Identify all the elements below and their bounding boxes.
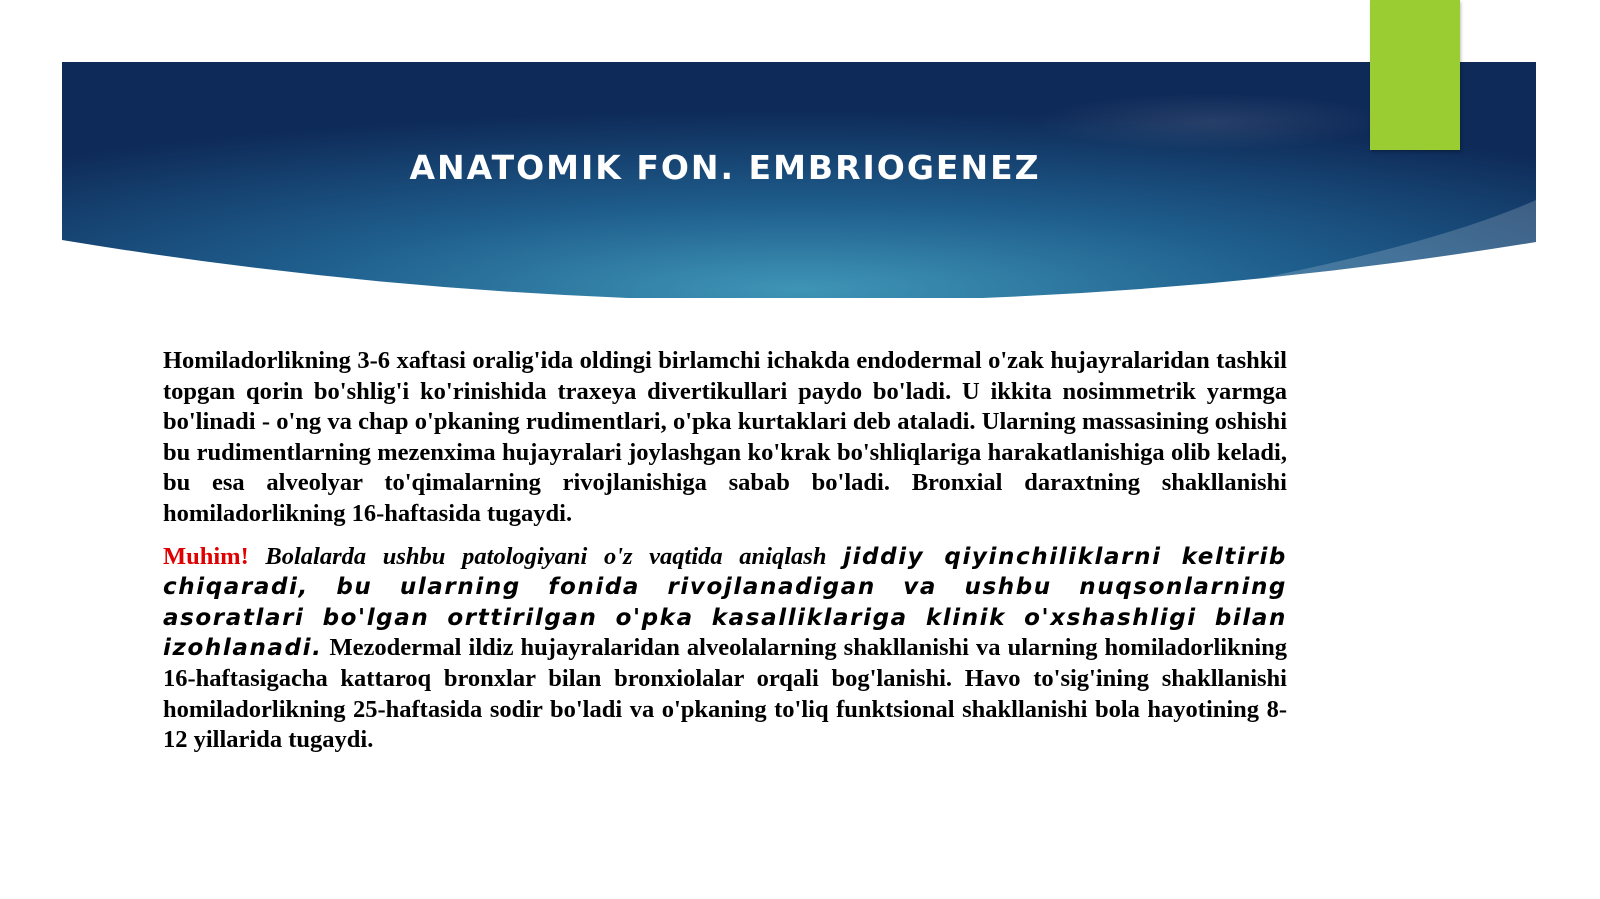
paragraph-important xyxy=(163,542,1287,756)
accent-tab xyxy=(1370,0,1460,150)
slide-body xyxy=(163,346,1287,768)
slide-title: ANATOMIK FON. EMBRIOGENEZ xyxy=(409,148,1041,187)
italic-lead-text: Bolalarda ushbu patologiyani o'z vaqtida aniqlash xyxy=(265,542,827,570)
paragraph-embryogenesis: Homiladorlikning 3-6 xaftasi oralig'ida oldingi birlamchi ichakda endodermal o'zak hujayralaridan tashkil topgan qorin bo'shlig'i ko'rinishida traxeya divertikullari paydo bo'ladi. U ikkita nosimmetrik yarmga bo'linadi - o'ng va chap o'pkaning rudimentlari, o'pka kurtaklari deb ataladi. Ularning massasining oshishi bu rudimentlarning mezenxima hujayralari joylashgan ko'krak bo'shliqlariga harakatlanishiga olib keladi, bu esa alveolyar to'qimalarning rivojlanishiga sabab bo'ladi. Bronxial daraxtning shakllanishi homiladorlikning 16-haftasida tugaydi. xyxy=(163,347,1287,527)
paragraph-important-body: Mezodermal ildiz hujayralaridan alveolalarning shakllanishi va ularning homiladorlikning 16-haftasigacha kattaroq bronxlar bilan bronxiolalar orqali bog'lanishi. Havo to'sig'ining shakllanishi homiladorlikning 25-haftasida sodir bo'ladi va o'pkaning to'liq funktsional shakllanishi bola hayotining 8-12 yillarida tugaydi. xyxy=(163,634,1288,754)
italic-emphasis-text: jiddiy qiyinchiliklarni keltirib chiqaradi, bu ularning fonida rivojlanadigan va ushbu nuqsonlarning asoratlari bo'lgan orttirilgan o'pka kasalliklariga klinik o'xshashligi bilan izohlanadi. xyxy=(163,543,1287,662)
important-label: Muhim! xyxy=(163,542,249,570)
